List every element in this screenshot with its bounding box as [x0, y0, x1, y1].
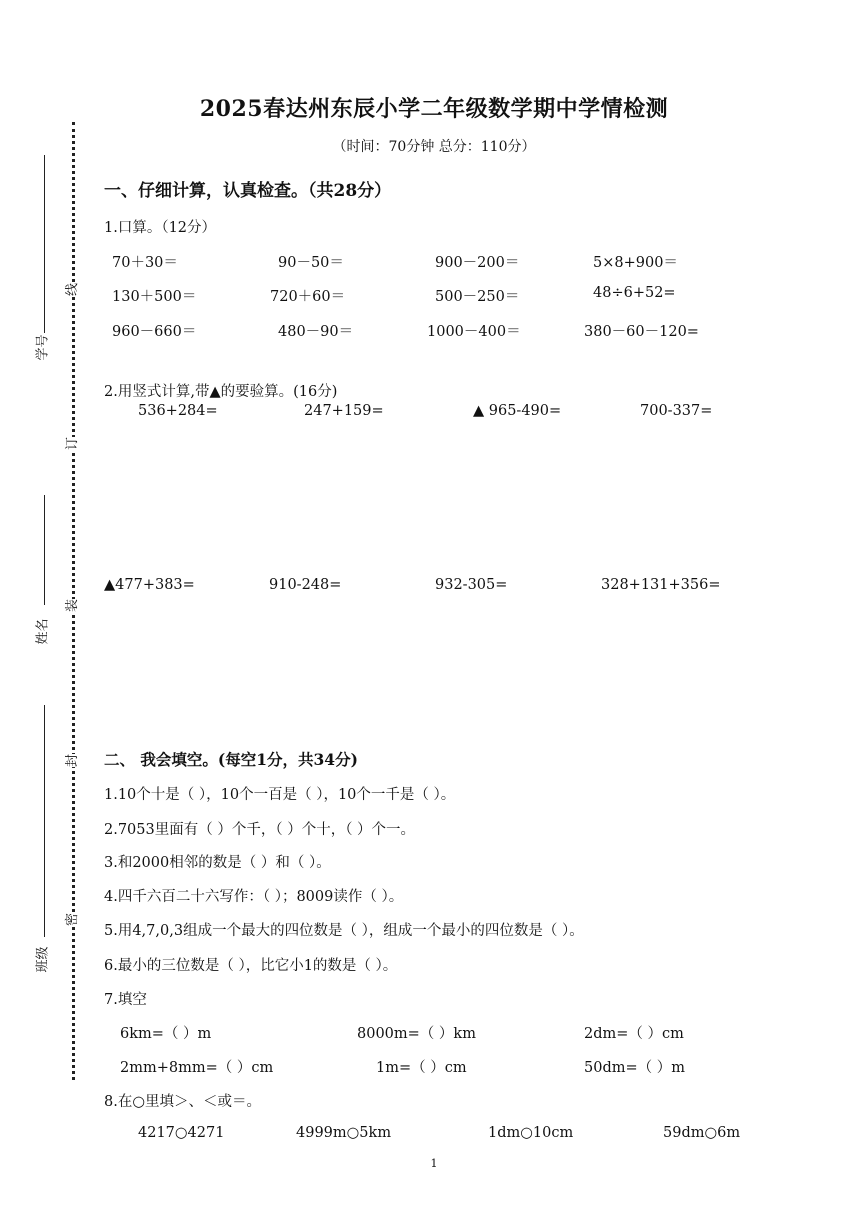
vertical-calc-item: 910-248=	[269, 577, 342, 593]
fill-item: 7.填空	[104, 992, 147, 1008]
exam-info: （时间：70分钟 总分：110分）	[332, 139, 536, 155]
margin-mark-feng: 封	[59, 754, 82, 767]
vertical-calc-item: 328+131+356=	[601, 577, 721, 593]
section1-heading: 一、仔细计算，认真检查。（共28分）	[104, 181, 392, 201]
fill-item: 1.10个十是（ ），10个一百是（ ），10个一千是（ ）。	[104, 787, 456, 803]
name-line	[44, 495, 45, 605]
fill-item: 4.四千六百二十六写作：（ ）；8009读作（ ）。	[104, 889, 404, 905]
mental-math-item: 500－250＝	[435, 289, 520, 305]
q2-label: 2.用竖式计算,带▲的要验算。(16分)	[104, 384, 338, 400]
mental-math-item: 5×8+900＝	[593, 255, 678, 271]
mental-math-item: 90－50＝	[278, 255, 344, 271]
compare-item: 4217○4271	[138, 1125, 225, 1141]
vertical-calc-item: ▲477+383=	[104, 577, 195, 593]
margin-mark-ding: 订	[59, 437, 82, 450]
unit-conversion-item: 1m=（ ）cm	[376, 1060, 467, 1076]
unit-conversion-item: 50dm=（ ）m	[584, 1060, 685, 1076]
vertical-calc-item: 932-305=	[435, 577, 508, 593]
compare-item: 4999m○5km	[296, 1125, 392, 1141]
fill-item: 2.7053里面有（ ）个千，（ ）个十，（ ）个一。	[104, 822, 416, 838]
class-line	[44, 705, 45, 937]
fill-item: 3.和2000相邻的数是（ ）和（ ）。	[104, 855, 331, 871]
compare-item: 1dm○10cm	[488, 1125, 574, 1141]
mental-math-item: 1000－400＝	[427, 324, 521, 340]
page-title: 2025春达州东辰小学二年级数学期中学情检测	[199, 96, 669, 122]
vertical-calc-item: ▲ 965-490=	[473, 403, 562, 419]
margin-mark-line: 线	[59, 283, 82, 296]
q8-label: 8.在○里填＞、＜或＝。	[104, 1094, 261, 1110]
mental-math-item: 380－60－120=	[584, 324, 699, 340]
compare-item: 59dm○6m	[663, 1125, 741, 1141]
unit-conversion-item: 6km=（ ）m	[120, 1026, 212, 1042]
mental-math-item: 480－90＝	[278, 324, 354, 340]
student-id-label: 学号	[35, 334, 51, 361]
vertical-calc-item: 536+284=	[138, 403, 218, 419]
mental-math-item: 960－660＝	[112, 324, 197, 340]
q1-label: 1.口算。（12分）	[104, 220, 217, 236]
mental-math-item: 130＋500＝	[112, 289, 197, 305]
vertical-calc-item: 247+159=	[304, 403, 384, 419]
fill-item: 6.最小的三位数是（ ），比它小1的数是（ ）。	[104, 958, 398, 974]
fill-item: 5.用4,7,0,3组成一个最大的四位数是（ ），组成一个最小的四位数是（ ）。	[104, 923, 584, 939]
name-label: 姓名	[35, 618, 51, 645]
student-id-line	[44, 155, 45, 333]
mental-math-item: 900－200＝	[435, 255, 520, 271]
mental-math-item: 48÷6+52=	[593, 285, 676, 301]
margin-mark-mi: 密	[59, 913, 82, 926]
mental-math-item: 720＋60＝	[270, 289, 346, 305]
unit-conversion-item: 8000m=（ ）km	[357, 1026, 476, 1042]
unit-conversion-item: 2dm=（ ）cm	[584, 1026, 684, 1042]
vertical-calc-item: 700-337=	[640, 403, 713, 419]
section2-heading: 二、 我会填空。(每空1分，共34分)	[104, 750, 358, 769]
class-label: 班级	[35, 946, 51, 973]
margin-mark-zhuang: 装	[59, 599, 82, 612]
page-number: 1	[430, 1157, 438, 1170]
mental-math-item: 70＋30＝	[112, 255, 178, 271]
unit-conversion-item: 2mm+8mm=（ ）cm	[120, 1060, 274, 1076]
